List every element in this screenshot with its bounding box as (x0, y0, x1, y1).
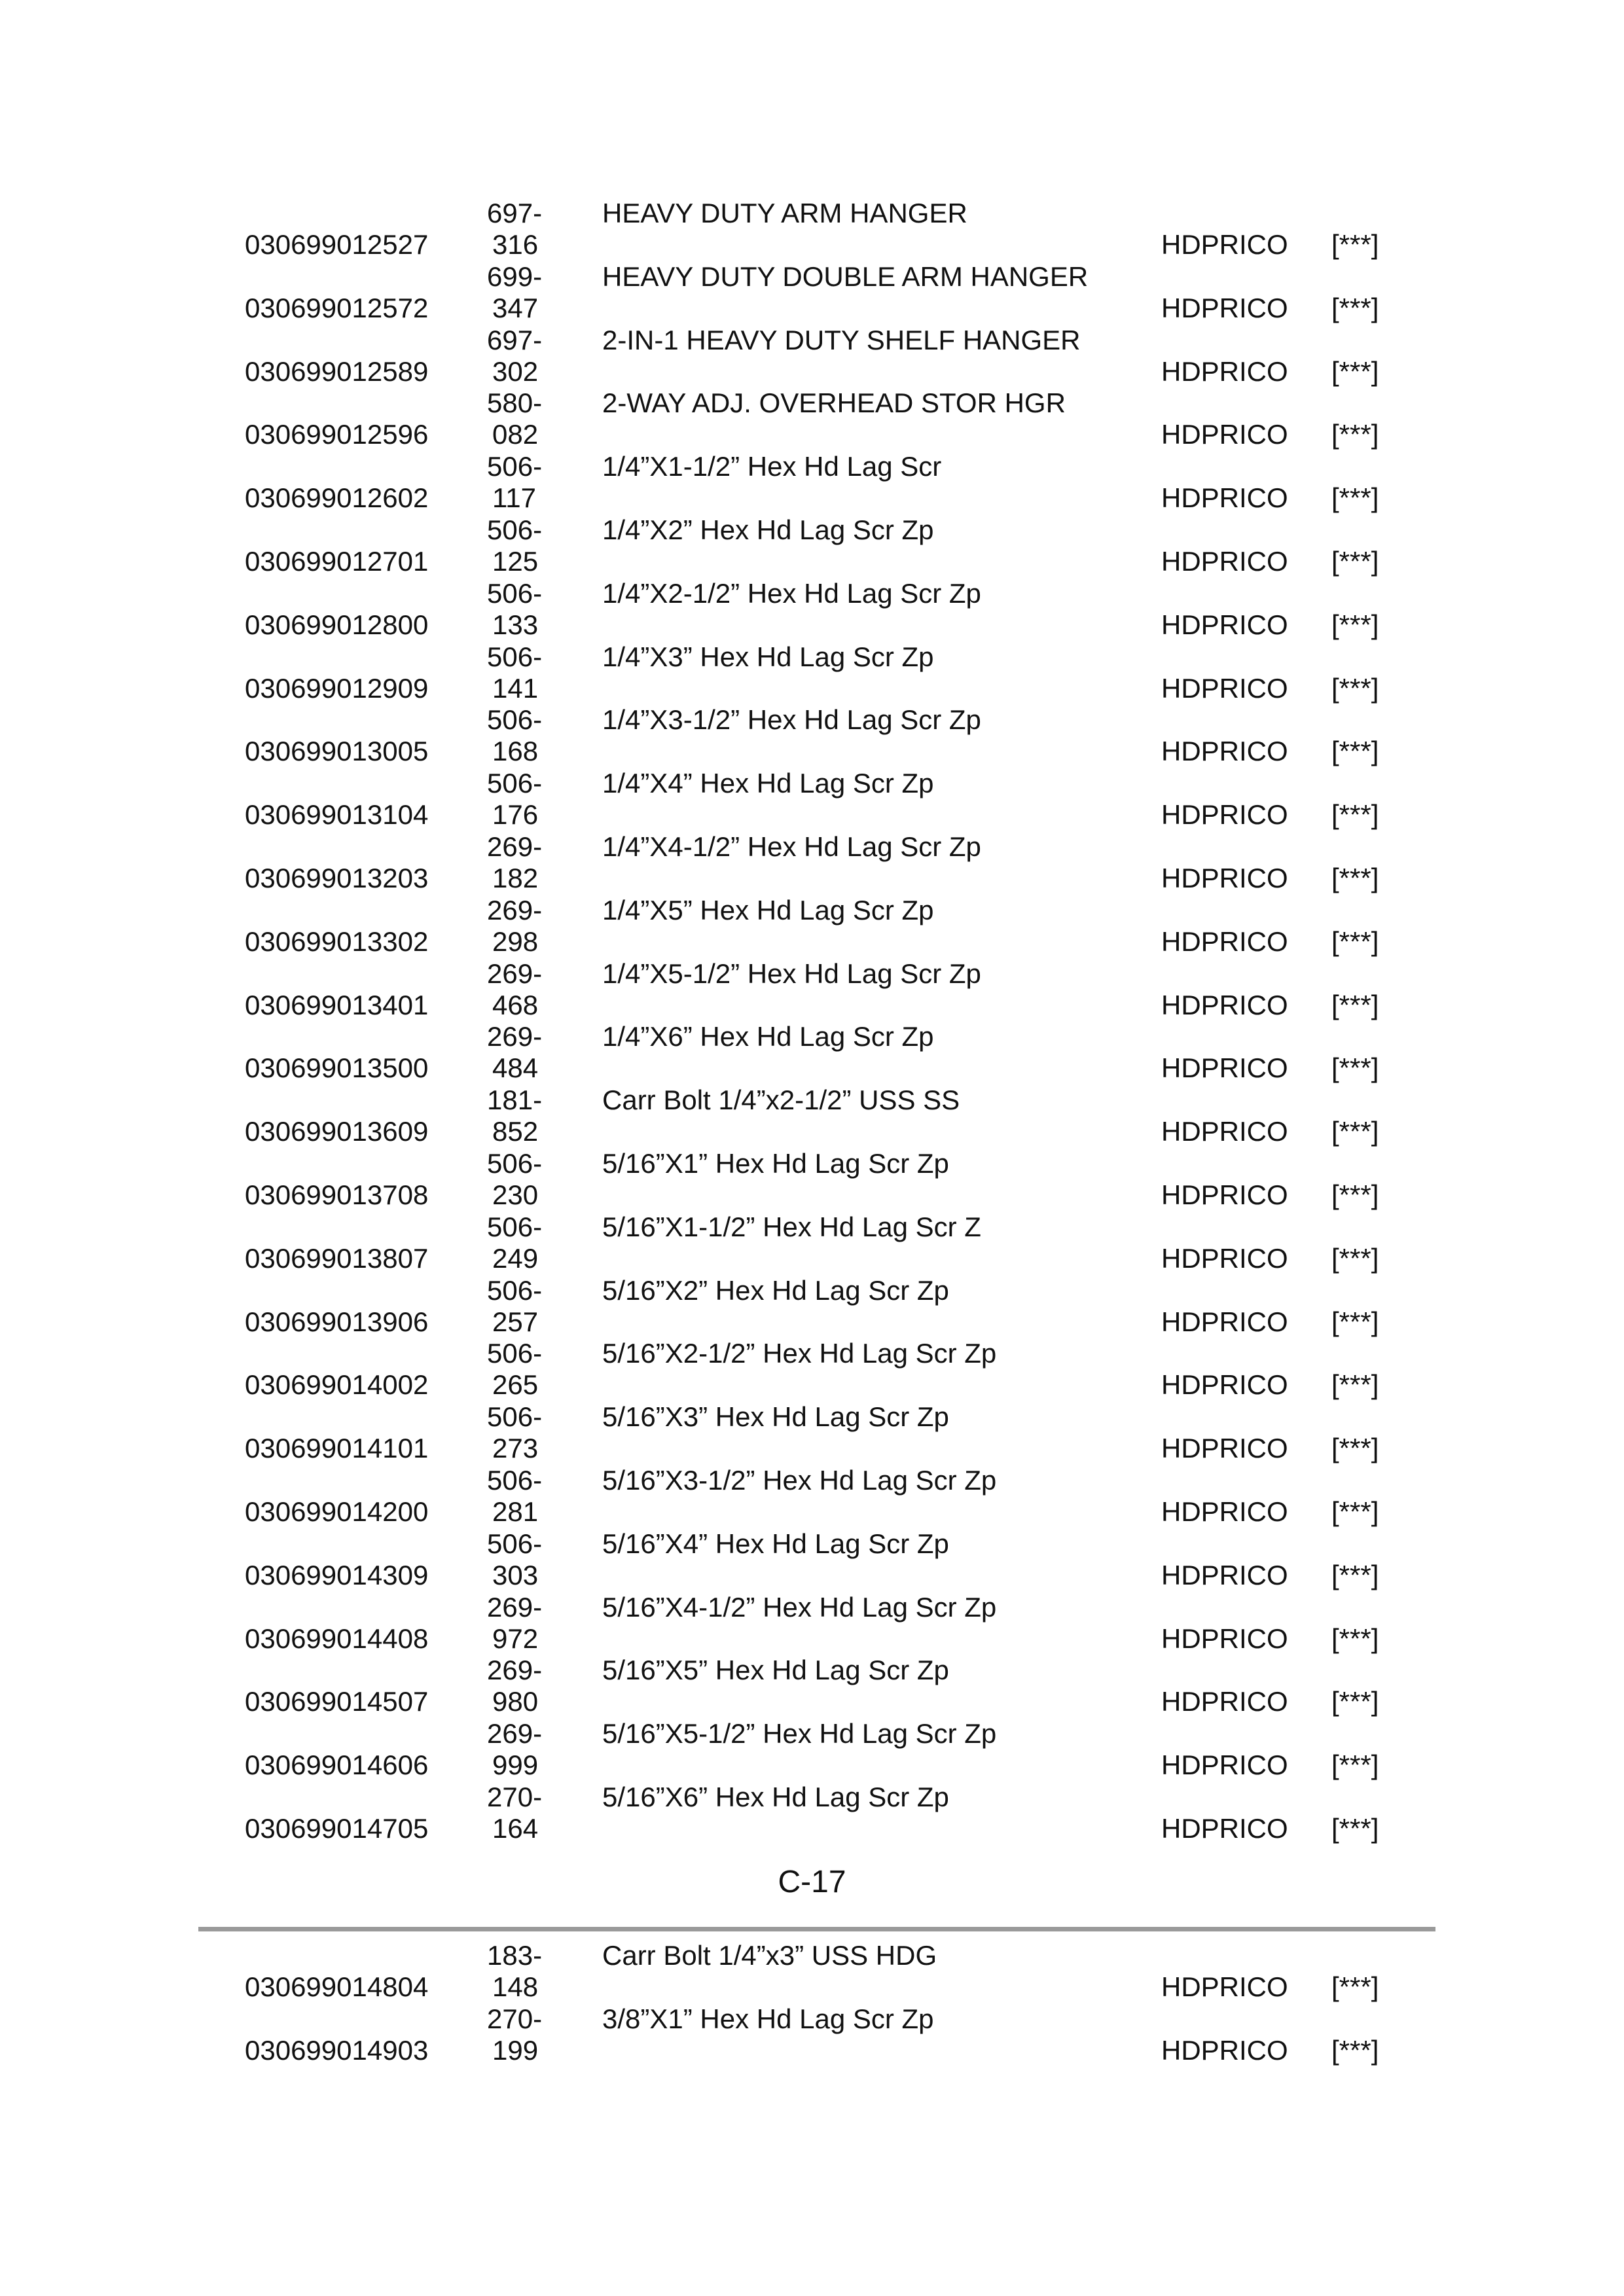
vendor-name: HDPRICO (1161, 482, 1288, 514)
code-line-2: 972 (492, 1623, 539, 1654)
item-sku: 030699013906 (245, 1306, 429, 1337)
price-redacted: [***] (1331, 1749, 1379, 1781)
item-sku: 030699013708 (245, 1179, 429, 1210)
vendor-name: HDPRICO (1161, 1433, 1288, 1464)
price-redacted: [***] (1331, 482, 1379, 514)
vendor-name: HDPRICO (1161, 1242, 1288, 1274)
code-line-1: 270- (487, 2003, 543, 2034)
item-description: HEAVY DUTY ARM HANGER (602, 198, 967, 228)
price-redacted: [***] (1331, 1971, 1379, 2002)
code-line-1: 506- (487, 577, 543, 609)
page-number: C-17 (778, 1865, 846, 1899)
price-redacted: [***] (1331, 1433, 1379, 1464)
item-description: 2-WAY ADJ. OVERHEAD STOR HGR (602, 387, 1066, 419)
vendor-name: HDPRICO (1161, 1116, 1288, 1147)
price-redacted: [***] (1331, 1179, 1379, 1210)
item-description: 5/16”X1-1/2” Hex Hd Lag Scr Z (602, 1211, 981, 1242)
vendor-name: HDPRICO (1161, 229, 1288, 260)
code-line-1: 269- (487, 1718, 543, 1749)
code-line-1: 181- (487, 1085, 543, 1116)
code-line-1: 269- (487, 1591, 543, 1623)
price-redacted: [***] (1331, 672, 1379, 704)
vendor-name: HDPRICO (1161, 545, 1288, 577)
table-row (0, 958, 1624, 1022)
price-redacted: [***] (1331, 419, 1379, 450)
price-redacted: [***] (1331, 989, 1379, 1020)
code-line-2: 281 (492, 1496, 539, 1527)
item-description: 5/16”X2-1/2” Hex Hd Lag Scr Zp (602, 1338, 997, 1369)
code-line-2: 316 (492, 229, 539, 260)
vendor-name: HDPRICO (1161, 1496, 1288, 1527)
code-line-2: 164 (492, 1812, 539, 1844)
code-line-2: 168 (492, 736, 539, 767)
price-redacted: [***] (1331, 2034, 1379, 2066)
vendor-name: HDPRICO (1161, 672, 1288, 704)
code-line-2: 265 (492, 1369, 539, 1401)
price-redacted: [***] (1331, 736, 1379, 767)
item-sku: 030699012909 (245, 672, 429, 704)
code-line-2: 249 (492, 1242, 539, 1274)
vendor-name: HDPRICO (1161, 989, 1288, 1020)
code-line-1: 697- (487, 324, 543, 355)
code-line-1: 269- (487, 1655, 543, 1686)
code-line-1: 697- (487, 198, 543, 228)
item-description: 1/4”X5” Hex Hd Lag Scr Zp (602, 894, 934, 925)
vendor-name: HDPRICO (1161, 355, 1288, 387)
item-sku: 030699014705 (245, 1812, 429, 1844)
item-sku: 030699014903 (245, 2034, 429, 2066)
code-line-2: 257 (492, 1306, 539, 1337)
vendor-name: HDPRICO (1161, 2034, 1288, 2066)
code-line-1: 506- (487, 768, 543, 799)
code-line-1: 506- (487, 1528, 543, 1559)
code-line-2: 133 (492, 609, 539, 640)
table-row (0, 1528, 1624, 1592)
code-line-2: 999 (492, 1749, 539, 1781)
code-line-2: 468 (492, 989, 539, 1020)
item-sku: 030699014309 (245, 1559, 429, 1590)
item-description: 5/16”X1” Hex Hd Lag Scr Zp (602, 1147, 949, 1179)
vendor-name: HDPRICO (1161, 1179, 1288, 1210)
price-redacted: [***] (1331, 1306, 1379, 1337)
price-redacted: [***] (1331, 609, 1379, 640)
table-row (0, 1085, 1624, 1148)
code-line-2: 141 (492, 672, 539, 704)
item-description: 5/16”X3” Hex Hd Lag Scr Zp (602, 1401, 949, 1433)
code-line-1: 506- (487, 1211, 543, 1242)
code-line-1: 183- (487, 1940, 543, 1971)
code-line-2: 302 (492, 355, 539, 387)
table-row (0, 1655, 1624, 1718)
item-sku: 030699012701 (245, 545, 429, 577)
table-row (0, 704, 1624, 768)
code-line-2: 230 (492, 1179, 539, 1210)
vendor-name: HDPRICO (1161, 1686, 1288, 1717)
code-line-1: 506- (487, 514, 543, 545)
item-sku: 030699012596 (245, 419, 429, 450)
item-sku: 030699013807 (245, 1242, 429, 1274)
table-row (0, 325, 1624, 388)
table-row (0, 451, 1624, 514)
price-redacted: [***] (1331, 862, 1379, 893)
item-sku: 030699013302 (245, 925, 429, 957)
code-line-2: 082 (492, 419, 539, 450)
code-line-1: 269- (487, 1021, 543, 1052)
price-redacted: [***] (1331, 292, 1379, 323)
vendor-name: HDPRICO (1161, 1306, 1288, 1337)
price-redacted: [***] (1331, 1242, 1379, 1274)
price-redacted: [***] (1331, 1559, 1379, 1590)
item-sku: 030699013203 (245, 862, 429, 893)
product-table-page-1 (0, 198, 1624, 1845)
item-description: 2-IN-1 HEAVY DUTY SHELF HANGER (602, 324, 1081, 355)
code-line-1: 269- (487, 831, 543, 862)
table-row (0, 1211, 1624, 1275)
item-description: Carr Bolt 1/4”x2-1/2” USS SS (602, 1085, 960, 1116)
table-row (0, 1338, 1624, 1401)
table-row (0, 1021, 1624, 1085)
table-row (0, 1718, 1624, 1782)
item-description: 1/4”X6” Hex Hd Lag Scr Zp (602, 1021, 934, 1052)
item-sku: 030699013401 (245, 989, 429, 1020)
item-sku: 030699014408 (245, 1623, 429, 1654)
item-sku: 030699012527 (245, 229, 429, 260)
code-line-2: 980 (492, 1686, 539, 1717)
item-description: 1/4”X3-1/2” Hex Hd Lag Scr Zp (602, 704, 981, 736)
code-line-2: 852 (492, 1116, 539, 1147)
price-redacted: [***] (1331, 1116, 1379, 1147)
code-line-2: 176 (492, 799, 539, 831)
code-line-1: 506- (487, 704, 543, 736)
table-row (0, 1592, 1624, 1655)
code-line-1: 269- (487, 958, 543, 989)
table-row (0, 831, 1624, 895)
item-description: 1/4”X2-1/2” Hex Hd Lag Scr Zp (602, 577, 981, 609)
vendor-name: HDPRICO (1161, 799, 1288, 831)
item-sku: 030699014200 (245, 1496, 429, 1527)
item-description: 5/16”X4-1/2” Hex Hd Lag Scr Zp (602, 1591, 997, 1623)
code-line-1: 580- (487, 387, 543, 419)
code-line-2: 117 (492, 482, 536, 514)
price-redacted: [***] (1331, 1812, 1379, 1844)
vendor-name: HDPRICO (1161, 1052, 1288, 1084)
price-redacted: [***] (1331, 545, 1379, 577)
item-description: 5/16”X5-1/2” Hex Hd Lag Scr Zp (602, 1718, 997, 1749)
product-table-page-2 (0, 1940, 1624, 2067)
code-line-1: 506- (487, 641, 543, 672)
table-row (0, 198, 1624, 261)
code-line-1: 506- (487, 1147, 543, 1179)
item-description: HEAVY DUTY DOUBLE ARM HANGER (602, 260, 1089, 292)
item-description: 1/4”X1-1/2” Hex Hd Lag Scr (602, 451, 942, 482)
item-description: Carr Bolt 1/4”x3” USS HDG (602, 1940, 937, 1971)
item-description: 5/16”X4” Hex Hd Lag Scr Zp (602, 1528, 949, 1559)
price-redacted: [***] (1331, 1052, 1379, 1084)
item-description: 1/4”X4-1/2” Hex Hd Lag Scr Zp (602, 831, 981, 862)
vendor-name: HDPRICO (1161, 1971, 1288, 2002)
price-redacted: [***] (1331, 799, 1379, 831)
code-line-1: 506- (487, 451, 543, 482)
item-sku: 030699014101 (245, 1433, 429, 1464)
item-sku: 030699012589 (245, 355, 429, 387)
code-line-1: 506- (487, 1464, 543, 1496)
code-line-1: 506- (487, 1274, 543, 1306)
code-line-1: 269- (487, 894, 543, 925)
vendor-name: HDPRICO (1161, 1559, 1288, 1590)
table-row (0, 1465, 1624, 1528)
item-description: 3/8”X1” Hex Hd Lag Scr Zp (602, 2003, 934, 2034)
vendor-name: HDPRICO (1161, 609, 1288, 640)
item-sku: 030699014606 (245, 1749, 429, 1781)
price-redacted: [***] (1331, 355, 1379, 387)
price-redacted: [***] (1331, 1369, 1379, 1401)
item-sku: 030699013104 (245, 799, 429, 831)
code-line-2: 484 (492, 1052, 539, 1084)
item-description: 1/4”X5-1/2” Hex Hd Lag Scr Zp (602, 958, 981, 989)
item-sku: 030699012800 (245, 609, 429, 640)
item-description: 5/16”X2” Hex Hd Lag Scr Zp (602, 1274, 949, 1306)
item-sku: 030699013500 (245, 1052, 429, 1084)
item-description: 5/16”X3-1/2” Hex Hd Lag Scr Zp (602, 1464, 997, 1496)
code-line-2: 125 (492, 545, 539, 577)
code-line-1: 699- (487, 260, 543, 292)
item-sku: 030699013005 (245, 736, 429, 767)
table-row (0, 1401, 1624, 1465)
item-sku: 030699013609 (245, 1116, 429, 1147)
price-redacted: [***] (1331, 925, 1379, 957)
table-row (0, 768, 1624, 831)
price-redacted: [***] (1331, 1496, 1379, 1527)
table-row (0, 1940, 1624, 2003)
price-redacted: [***] (1331, 229, 1379, 260)
table-row (0, 578, 1624, 641)
table-row (0, 387, 1624, 451)
vendor-name: HDPRICO (1161, 1812, 1288, 1844)
item-description: 5/16”X6” Hex Hd Lag Scr Zp (602, 1781, 949, 1812)
item-sku: 030699012572 (245, 292, 429, 323)
vendor-name: HDPRICO (1161, 925, 1288, 957)
code-line-1: 506- (487, 1338, 543, 1369)
vendor-name: HDPRICO (1161, 862, 1288, 893)
vendor-name: HDPRICO (1161, 419, 1288, 450)
code-line-2: 347 (492, 292, 539, 323)
table-row (0, 1275, 1624, 1338)
table-row (0, 895, 1624, 958)
vendor-name: HDPRICO (1161, 736, 1288, 767)
code-line-2: 199 (492, 2034, 539, 2066)
item-description: 5/16”X5” Hex Hd Lag Scr Zp (602, 1655, 949, 1686)
item-description: 1/4”X2” Hex Hd Lag Scr Zp (602, 514, 934, 545)
code-line-1: 506- (487, 1401, 543, 1433)
table-row (0, 514, 1624, 578)
price-redacted: [***] (1331, 1623, 1379, 1654)
vendor-name: HDPRICO (1161, 1369, 1288, 1401)
item-description: 1/4”X3” Hex Hd Lag Scr Zp (602, 641, 934, 672)
item-description: 1/4”X4” Hex Hd Lag Scr Zp (602, 768, 934, 799)
item-sku: 030699014002 (245, 1369, 429, 1401)
item-sku: 030699012602 (245, 482, 429, 514)
code-line-1: 270- (487, 1781, 543, 1812)
code-line-2: 273 (492, 1433, 539, 1464)
code-line-2: 182 (492, 862, 539, 893)
item-sku: 030699014507 (245, 1686, 429, 1717)
code-line-2: 148 (492, 1971, 539, 2002)
table-row (0, 641, 1624, 705)
table-row (0, 261, 1624, 325)
vendor-name: HDPRICO (1161, 1623, 1288, 1654)
table-row (0, 2003, 1624, 2067)
item-sku: 030699014804 (245, 1971, 429, 2002)
vendor-name: HDPRICO (1161, 292, 1288, 323)
code-line-2: 298 (492, 925, 539, 957)
page-divider (198, 1927, 1435, 1931)
table-row (0, 1148, 1624, 1211)
code-line-2: 303 (492, 1559, 539, 1590)
table-row (0, 1782, 1624, 1845)
price-redacted: [***] (1331, 1686, 1379, 1717)
vendor-name: HDPRICO (1161, 1749, 1288, 1781)
